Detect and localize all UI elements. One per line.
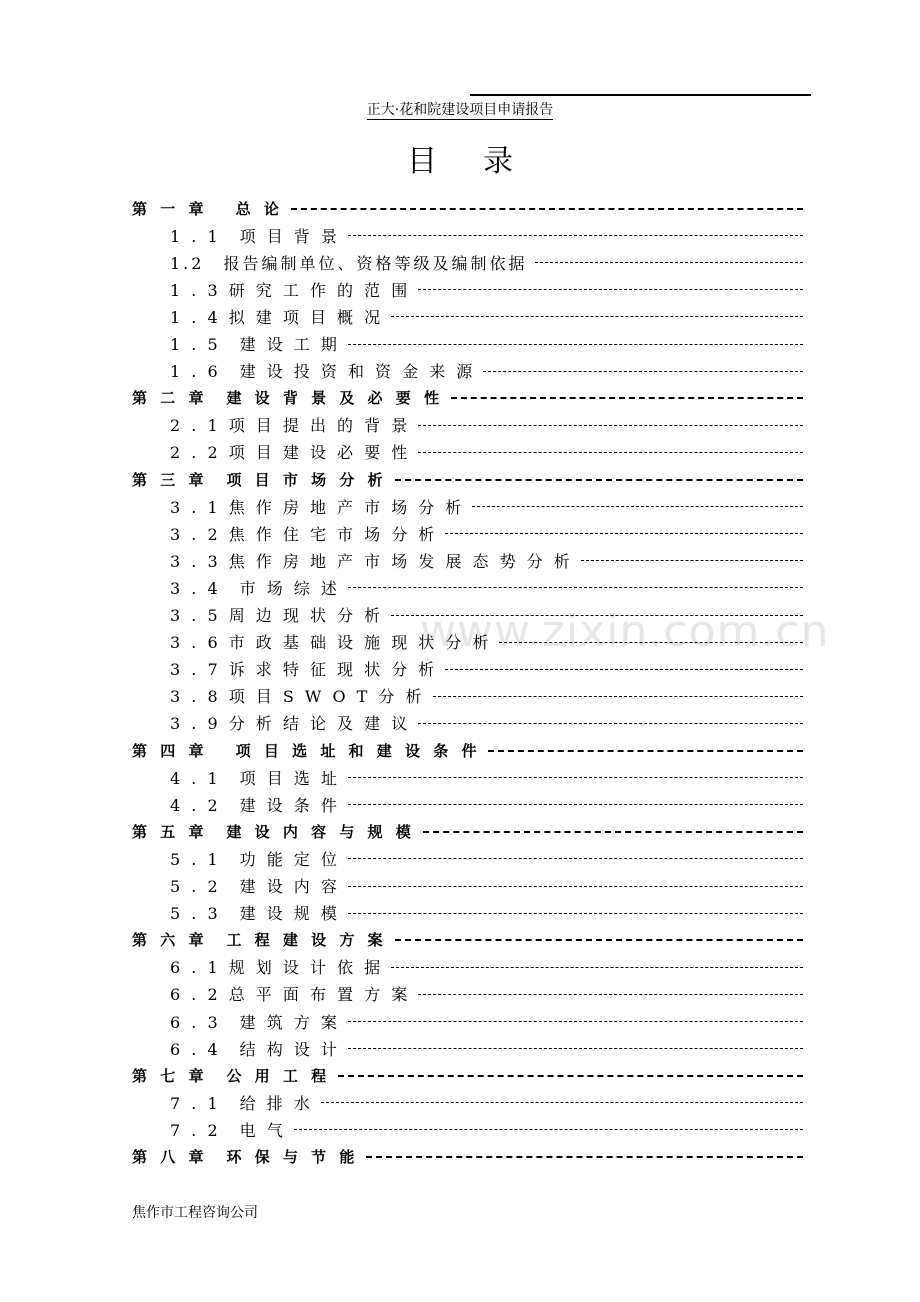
toc-entry-label: 1 . 4 拟 建 项 目 概 况 xyxy=(170,307,384,327)
toc-chapter-entry[interactable] xyxy=(132,196,803,220)
toc-chapter-entry[interactable] xyxy=(132,467,803,491)
toc-dot-leader xyxy=(445,533,803,535)
toc-dot-leader xyxy=(418,723,803,725)
toc-chapter-entry[interactable] xyxy=(132,1063,803,1087)
toc-entry-label: 1 . 1 项 目 背 景 xyxy=(170,226,340,246)
toc-section-entry[interactable] xyxy=(170,1090,803,1114)
header-rule xyxy=(470,94,811,96)
toc-entry-label: 3 . 8 项 目 S W O T 分 析 xyxy=(170,687,425,707)
toc-entry-label: 3 . 1 焦 作 房 地 产 市 场 分 析 xyxy=(170,497,465,517)
toc-section-entry[interactable] xyxy=(170,494,803,518)
toc-entry-label: 5 . 3 建 设 规 模 xyxy=(170,904,340,924)
toc-entry-label: 5 . 1 功 能 定 位 xyxy=(170,849,340,869)
toc-dot-leader xyxy=(348,1048,803,1050)
toc-entry-label: 6 . 1 规 划 设 计 依 据 xyxy=(170,958,384,978)
toc-entry-label: 2 . 2 项 目 建 设 必 要 性 xyxy=(170,443,411,463)
toc-section-entry[interactable] xyxy=(170,413,803,437)
toc-section-entry[interactable] xyxy=(170,548,803,572)
toc-dot-leader xyxy=(348,587,803,589)
toc-dot-leader xyxy=(291,208,803,211)
toc-chapter-entry[interactable] xyxy=(132,819,803,843)
toc-entry-label: 1.2 报告编制单位、资格等级及编制依据 xyxy=(170,253,528,273)
toc-section-entry[interactable] xyxy=(170,1117,803,1141)
toc-entry-label: 3 . 3 焦 作 房 地 产 市 场 发 展 态 势 分 析 xyxy=(170,551,573,571)
toc-entry-label: 7 . 2 电 气 xyxy=(170,1120,286,1140)
toc-dot-leader xyxy=(348,235,803,237)
toc-entry-label: 6 . 2 总 平 面 布 置 方 案 xyxy=(170,985,411,1005)
toc-entry-label: 第 三 章 项 目 市 场 分 析 xyxy=(132,470,387,489)
toc-entry-label: 3 . 7 诉 求 特 征 现 状 分 析 xyxy=(170,660,438,680)
toc-dot-leader xyxy=(395,939,803,942)
toc-dot-leader xyxy=(488,750,803,753)
watermark: www.zixin.com.cn xyxy=(420,606,830,657)
toc-entry-label: 1 . 3 研 究 工 作 的 范 围 xyxy=(170,280,411,300)
toc-entry-label: 6 . 4 结 构 设 计 xyxy=(170,1039,340,1059)
toc-dot-leader xyxy=(581,560,803,562)
toc-dot-leader xyxy=(366,1156,803,1159)
toc-section-entry[interactable] xyxy=(170,359,803,383)
toc-dot-leader xyxy=(418,452,803,454)
toc-dot-leader xyxy=(423,831,803,834)
toc-dot-leader xyxy=(472,506,803,508)
toc-dot-leader xyxy=(348,777,803,779)
toc-section-entry[interactable] xyxy=(170,1036,803,1060)
toc-section-entry[interactable] xyxy=(170,630,803,654)
toc-dot-leader xyxy=(391,615,803,617)
toc-dot-leader xyxy=(451,397,803,400)
toc-section-entry[interactable] xyxy=(170,521,803,545)
toc-chapter-entry[interactable] xyxy=(132,738,803,762)
toc-entry-label: 第 二 章 建 设 背 景 及 必 要 性 xyxy=(132,389,444,408)
toc-section-entry[interactable] xyxy=(170,792,803,816)
toc-entry-label: 第 五 章 建 设 内 容 与 规 模 xyxy=(132,822,415,841)
toc-entry-label: 第 七 章 公 用 工 程 xyxy=(132,1066,331,1085)
toc-entry-label: 1 . 6 建 设 投 资 和 资 金 来 源 xyxy=(170,362,476,382)
toc-dot-leader xyxy=(348,344,803,346)
toc-dot-leader xyxy=(445,669,803,671)
toc-dot-leader xyxy=(348,858,803,860)
toc-dot-leader xyxy=(348,804,803,806)
header-title-text: 正大·花和院建设项目申请报告 xyxy=(366,102,554,118)
toc-title: 目录 xyxy=(407,144,559,179)
toc-dot-leader xyxy=(348,1021,803,1023)
toc-entry-label: 1 . 5 建 设 工 期 xyxy=(170,335,340,354)
toc-chapter-entry[interactable] xyxy=(132,928,803,952)
toc-section-entry[interactable] xyxy=(170,304,803,328)
toc-dot-leader xyxy=(391,316,803,318)
toc-section-entry[interactable] xyxy=(170,711,803,735)
toc-entry-label: 第 四 章 项 目 选 址 和 建 设 条 件 xyxy=(132,741,481,760)
toc-entry-label: 3 . 6 市 政 基 础 设 施 现 状 分 析 xyxy=(170,633,492,653)
toc-section-entry[interactable] xyxy=(170,575,803,599)
toc-entry-label: 6 . 3 建 筑 方 案 xyxy=(170,1012,340,1032)
toc-dot-leader xyxy=(418,994,803,996)
toc-section-entry[interactable] xyxy=(170,440,803,464)
toc-dot-leader xyxy=(418,425,803,427)
toc-section-entry[interactable] xyxy=(170,277,803,301)
toc-section-entry[interactable] xyxy=(170,657,803,681)
toc-entry-label: 第 一 章 总 论 xyxy=(132,199,283,218)
toc-dot-leader xyxy=(294,1129,803,1131)
toc-entry-label: 3 . 9 分 析 结 论 及 建 议 xyxy=(170,714,411,734)
toc-entry-label: 第 八 章 环 保 与 节 能 xyxy=(132,1148,359,1166)
toc-section-entry[interactable] xyxy=(170,1009,803,1033)
footer-company: 焦作市工程咨询公司 xyxy=(132,1205,258,1221)
toc-entry-label: 第 六 章 工 程 建 设 方 案 xyxy=(132,931,387,950)
toc-section-entry[interactable] xyxy=(170,684,803,708)
header-title xyxy=(0,99,920,119)
toc-chapter-entry[interactable] xyxy=(132,1145,803,1169)
toc-dot-leader xyxy=(483,371,803,373)
toc-entry-label: 3 . 2 焦 作 住 宅 市 场 分 析 xyxy=(170,524,438,544)
toc-entry-label: 3 . 5 周 边 现 状 分 析 xyxy=(170,606,384,625)
toc-entry-label: 4 . 2 建 设 条 件 xyxy=(170,795,340,815)
toc-entry-label: 7 . 1 给 排 水 xyxy=(170,1093,313,1113)
toc-dot-leader xyxy=(535,262,803,264)
toc-dot-leader xyxy=(321,1102,803,1104)
toc-section-entry[interactable] xyxy=(170,765,803,789)
toc-dot-leader xyxy=(348,886,803,888)
toc-dot-leader xyxy=(338,1075,803,1078)
toc-dot-leader xyxy=(395,479,803,482)
toc-section-entry[interactable] xyxy=(170,982,803,1006)
toc-dot-leader xyxy=(418,289,803,291)
toc-section-entry[interactable] xyxy=(170,901,803,925)
toc-section-entry[interactable] xyxy=(170,223,803,247)
toc-entry-label: 3 . 4 市 场 综 述 xyxy=(170,578,340,598)
toc-chapter-entry[interactable] xyxy=(132,386,803,410)
toc-entry-label: 4 . 1 项 目 选 址 xyxy=(170,768,340,788)
toc-section-entry[interactable] xyxy=(170,955,803,979)
toc-dot-leader xyxy=(499,642,803,644)
toc-section-entry[interactable] xyxy=(170,250,803,274)
toc-dot-leader xyxy=(391,967,803,969)
toc-section-entry[interactable] xyxy=(170,846,803,870)
toc-dot-leader xyxy=(348,913,803,915)
toc-section-entry[interactable] xyxy=(170,603,803,627)
toc-entry-label: 2 . 1 项 目 提 出 的 背 景 xyxy=(170,416,411,436)
toc-dot-leader xyxy=(433,696,803,698)
toc-section-entry[interactable] xyxy=(170,874,803,898)
toc-entry-label: 5 . 2 建 设 内 容 xyxy=(170,877,340,896)
toc-section-entry[interactable] xyxy=(170,332,803,356)
